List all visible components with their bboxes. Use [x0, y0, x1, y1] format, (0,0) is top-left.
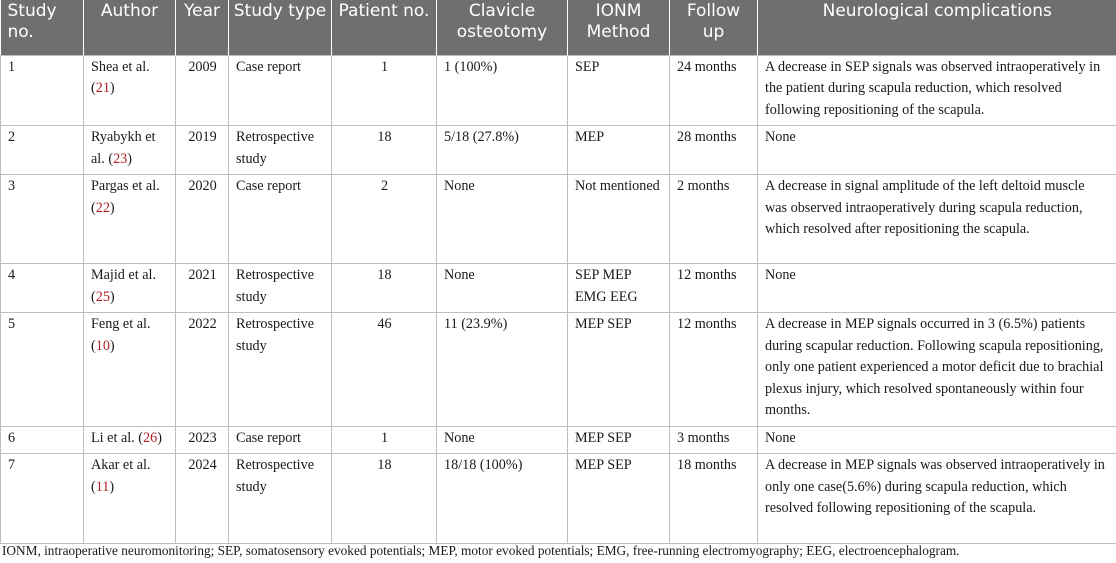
follow-up-cell: 18 months: [670, 454, 758, 544]
follow-up-cell: 12 months: [670, 313, 758, 427]
reference-link[interactable]: 22: [95, 199, 110, 216]
ionm-method-cell: MEP SEP: [568, 313, 670, 427]
patient-no-cell: 46: [332, 313, 437, 427]
complications-cell: A decrease in MEP signals was observed intraoperatively in only one case(5.6%) during scapula reduction, which resolved following repositioning of the scapula.: [758, 454, 1116, 544]
table-row: [1, 264, 1116, 313]
header-ionm-method: IONM Method: [568, 0, 670, 55]
author-name: Akar et al.: [91, 457, 151, 473]
ionm-method-cell: MEP: [568, 126, 670, 175]
table-row: [1, 55, 1116, 126]
author-name: Feng et al.: [91, 316, 151, 332]
header-year: Year: [176, 0, 229, 55]
year-cell: 2024: [176, 454, 229, 544]
table-row: [1, 426, 1116, 454]
table-row: [1, 454, 1116, 544]
patient-no-cell: 18: [332, 264, 437, 313]
complications-cell: A decrease in MEP signals occurred in 3 (6.5%) patients during scapular reduction. Following scapula repositioning, only one patient experienced a motor deficit due to brachial plexus injury, which resolved spontaneously within four months.: [758, 313, 1116, 427]
author-cell: Ryabykh et al. (23): [84, 126, 176, 175]
header-author: Author: [84, 0, 176, 55]
patient-no-cell: 18: [332, 126, 437, 175]
complications-cell: A decrease in signal amplitude of the left deltoid muscle was observed intraoperatively during scapula reduction, which resolved after repositioning the scapula.: [758, 175, 1116, 264]
complications-cell: None: [758, 264, 1116, 313]
clavicle-osteotomy-cell: None: [437, 175, 568, 264]
author-name: Shea et al.: [91, 58, 150, 75]
patient-no-cell: 18: [332, 454, 437, 544]
reference-link[interactable]: 10: [95, 337, 110, 354]
study-type-cell: Retrospective study: [229, 126, 332, 175]
year-cell: 2009: [176, 55, 229, 126]
author-cell: Shea et al. (21): [84, 55, 176, 126]
clavicle-osteotomy-cell: None: [437, 426, 568, 454]
header-neurological-complications: Neurological complications: [758, 0, 1116, 55]
year-cell: 2022: [176, 313, 229, 427]
study-type-cell: Retrospective study: [229, 454, 332, 544]
author-cell: Feng et al. (10): [84, 313, 176, 427]
reference-link[interactable]: 23: [113, 150, 128, 167]
ionm-method-cell: SEP: [568, 55, 670, 126]
author-name: Ryabykh et al.: [91, 129, 156, 167]
follow-up-cell: 2 months: [670, 175, 758, 264]
author-cell: Li et al. (26): [84, 426, 176, 454]
year-cell: 2023: [176, 426, 229, 454]
study-no-cell: 6: [1, 426, 84, 454]
author-cell: Pargas et al. (22): [84, 175, 176, 264]
clavicle-osteotomy-cell: None: [437, 264, 568, 313]
table-row: [1, 313, 1116, 427]
complications-cell: A decrease in SEP signals was observed intraoperatively in the patient during scapula reduction, which resolved following repositioning of the scapula.: [758, 55, 1116, 126]
study-type-cell: Case report: [229, 175, 332, 264]
follow-up-cell: 12 months: [670, 264, 758, 313]
table-body: [1, 55, 1116, 544]
study-type-cell: Case report: [229, 55, 332, 126]
clavicle-osteotomy-cell: 18/18 (100%): [437, 454, 568, 544]
study-no-cell: 2: [1, 126, 84, 175]
complications-cell: None: [758, 126, 1116, 175]
study-type-cell: Case report: [229, 426, 332, 454]
clavicle-osteotomy-cell: 11 (23.9%): [437, 313, 568, 427]
author-name: Pargas et al.: [91, 178, 160, 194]
study-type-cell: Retrospective study: [229, 313, 332, 427]
header-follow-up: Follow up: [670, 0, 758, 55]
follow-up-cell: 3 months: [670, 426, 758, 454]
reference-link[interactable]: 21: [95, 80, 110, 96]
follow-up-cell: 24 months: [670, 55, 758, 126]
follow-up-cell: 28 months: [670, 126, 758, 175]
author-name: Majid et al.: [91, 267, 157, 283]
patient-no-cell: 2: [332, 175, 437, 264]
ionm-method-cell: MEP SEP: [568, 454, 670, 544]
study-no-cell: 4: [1, 264, 84, 313]
complications-cell: None: [758, 426, 1116, 454]
patient-no-cell: 1: [332, 426, 437, 454]
study-no-cell: 7: [1, 454, 84, 544]
table-row: [1, 126, 1116, 175]
author-cell: Majid et al. (25): [84, 264, 176, 313]
author-name: Li et al.: [91, 429, 135, 446]
header-row: [1, 0, 1116, 55]
ionm-method-cell: SEP MEP EMG EEG: [568, 264, 670, 313]
ionm-method-cell: MEP SEP: [568, 426, 670, 454]
table-footnote: IONM, intraoperative neuromonitoring; SEP, somatosensory evoked potentials; MEP, motor evoked potentials; EMG, free-running electromyography; EEG, electroencephalogram.: [2, 543, 960, 558]
clavicle-osteotomy-cell: 5/18 (27.8%): [437, 126, 568, 175]
year-cell: 2021: [176, 264, 229, 313]
reference-link[interactable]: 25: [95, 288, 110, 305]
study-no-cell: 1: [1, 55, 84, 126]
header-patient-no: Patient no.: [332, 0, 437, 55]
header-clavicle-osteotomy: Clavicle osteotomy: [437, 0, 568, 55]
year-cell: 2019: [176, 126, 229, 175]
ionm-method-cell: Not mentioned: [568, 175, 670, 264]
header-study-no: Study no.: [1, 0, 84, 55]
reference-link[interactable]: 11: [95, 478, 110, 495]
header-study-type: Study type: [229, 0, 332, 55]
study-no-cell: 3: [1, 175, 84, 264]
author-cell: Akar et al. (11): [84, 454, 176, 544]
study-type-cell: Retrospective study: [229, 264, 332, 313]
clavicle-osteotomy-cell: 1 (100%): [437, 55, 568, 126]
reference-link[interactable]: 26: [143, 429, 158, 446]
study-no-cell: 5: [1, 313, 84, 427]
year-cell: 2020: [176, 175, 229, 264]
table-row: [1, 175, 1116, 264]
patient-no-cell: 1: [332, 55, 437, 126]
